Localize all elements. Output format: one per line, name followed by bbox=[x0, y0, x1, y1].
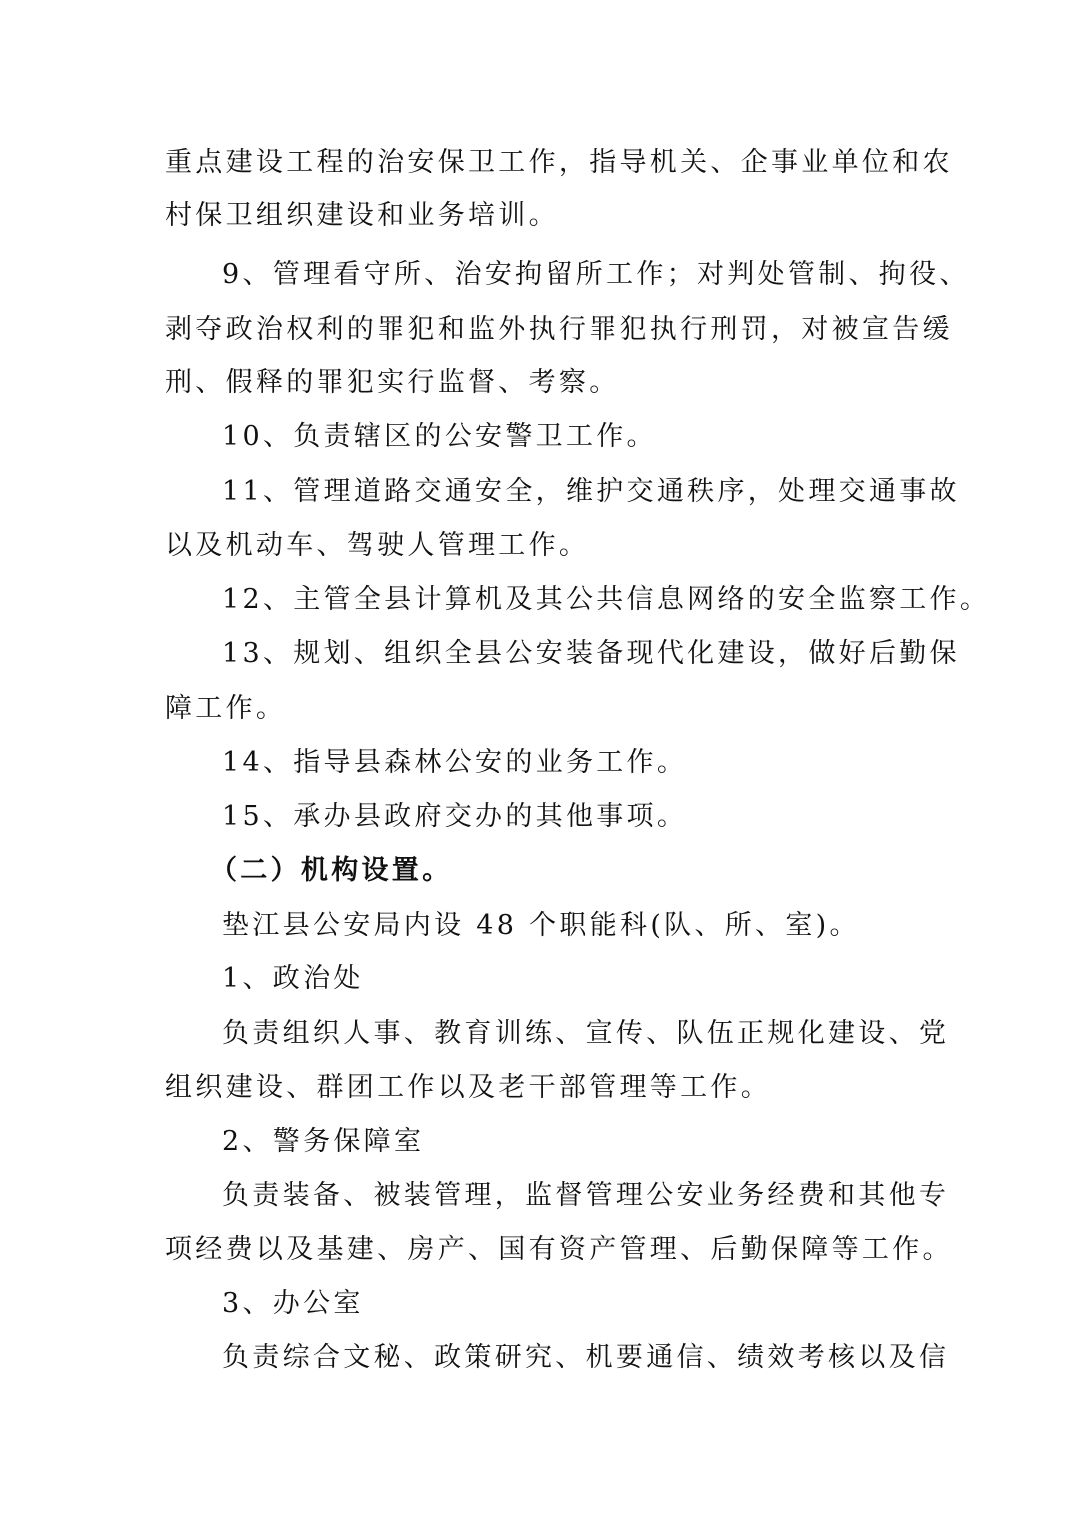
paragraph-line: 障工作。 bbox=[165, 693, 287, 724]
subsection-title: 2、警务保障室 bbox=[222, 1126, 425, 1157]
list-item-12: 12、主管全县计算机及其公共信息网络的安全监察工作。 bbox=[222, 584, 991, 615]
list-item-10: 10、负责辖区的公安警卫工作。 bbox=[222, 421, 657, 452]
paragraph-line: 负责装备、被装管理，监督管理公安业务经费和其他专 bbox=[222, 1180, 950, 1211]
subsection-title: 1、政治处 bbox=[222, 963, 364, 994]
paragraph-line: 剥夺政治权利的罪犯和监外执行罪犯执行刑罚，对被宣告缓 bbox=[165, 314, 953, 345]
paragraph-line: 负责综合文秘、政策研究、机要通信、绩效考核以及信 bbox=[222, 1342, 950, 1373]
paragraph-line: 以及机动车、驾驶人管理工作。 bbox=[165, 530, 590, 561]
list-item-11: 11、管理道路交通安全，维护交通秩序，处理交通事故 bbox=[222, 476, 960, 507]
paragraph-line: 组织建设、群团工作以及老干部管理等工作。 bbox=[165, 1072, 771, 1103]
paragraph-line: 刑、假释的罪犯实行监督、考察。 bbox=[165, 367, 620, 398]
section-heading: （二）机构设置。 bbox=[210, 855, 453, 886]
paragraph-line: 重点建设工程的治安保卫工作，指导机关、企事业单位和农 bbox=[165, 147, 953, 178]
paragraph-line: 垫江县公安局内设 48 个职能科(队、所、室)。 bbox=[222, 910, 860, 941]
subsection-title: 3、办公室 bbox=[222, 1288, 364, 1319]
list-item-13: 13、规划、组织全县公安装备现代化建设，做好后勤保 bbox=[222, 638, 960, 669]
list-item-14: 14、指导县森林公安的业务工作。 bbox=[222, 747, 688, 778]
list-item-9: 9、管理看守所、治安拘留所工作；对判处管制、拘役、 bbox=[222, 259, 970, 290]
paragraph-line: 村保卫组织建设和业务培训。 bbox=[165, 200, 559, 231]
paragraph-line: 项经费以及基建、房产、国有资产管理、后勤保障等工作。 bbox=[165, 1234, 953, 1265]
paragraph-line: 负责组织人事、教育训练、宣传、队伍正规化建设、党 bbox=[222, 1018, 950, 1049]
list-item-15: 15、承办县政府交办的其他事项。 bbox=[222, 801, 688, 832]
